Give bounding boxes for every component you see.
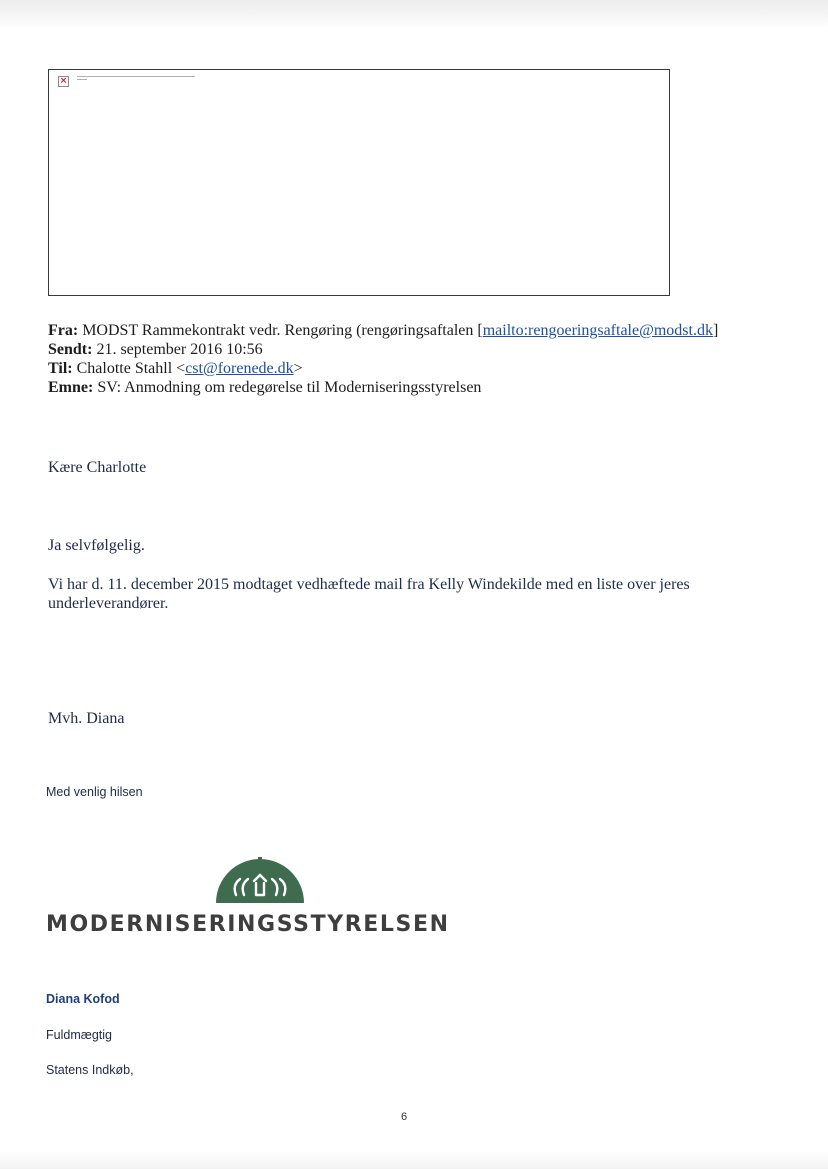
from-row	[48, 321, 788, 340]
body-line-1: Ja selvfølgelig.	[48, 537, 145, 554]
scan-shadow-top	[0, 0, 828, 30]
to-label: Til:	[48, 360, 73, 377]
image-caption-line	[77, 76, 195, 77]
to-close: >	[293, 360, 303, 377]
to-row	[48, 359, 788, 378]
sent-value: 21. september 2016 10:56	[96, 341, 263, 358]
to-value: Chalotte Stahll <	[76, 360, 186, 377]
subject-value: SV: Anmodning om redegørelse til Moderniseringsstyrelsen	[97, 379, 482, 396]
signature-title: Fuldmægtig	[46, 1028, 112, 1042]
from-value: MODST Rammekontrakt vedr. Rengøring (rengøringsaftalen [	[82, 322, 483, 339]
subject-row	[48, 378, 788, 397]
signature-name: Diana Kofod	[46, 992, 120, 1006]
broken-image-icon: ×	[59, 76, 68, 86]
embedded-image-frame	[48, 69, 670, 296]
from-email-link[interactable]: mailto:rengoeringsaftale@modst.dk	[482, 322, 713, 339]
scan-shadow-bottom	[0, 1151, 828, 1169]
body-line-2: Vi har d. 11. december 2015 modtaget vedhæftede mail fra Kelly Windekilde med en liste over jeres underleverandører.	[48, 576, 690, 612]
greeting: Kære Charlotte	[48, 459, 147, 476]
crown-logo-icon	[212, 855, 308, 915]
agency-wordmark: MODERNISERINGSSTYRELSEN	[46, 912, 450, 937]
to-email-link[interactable]: cst@forenede.dk	[185, 360, 294, 377]
from-close: ]	[712, 322, 719, 339]
closing: Med venlig hilsen	[46, 785, 143, 799]
subject-label: Emne:	[48, 379, 94, 396]
sent-label: Sendt:	[48, 341, 93, 358]
page-number: 6	[401, 1111, 408, 1123]
image-caption-line	[77, 79, 87, 80]
sent-row	[48, 340, 788, 359]
from-label: Fra:	[48, 322, 79, 339]
signature-department: Statens Indkøb,	[46, 1063, 134, 1077]
email-header	[48, 321, 788, 397]
signoff: Mvh. Diana	[48, 710, 125, 727]
